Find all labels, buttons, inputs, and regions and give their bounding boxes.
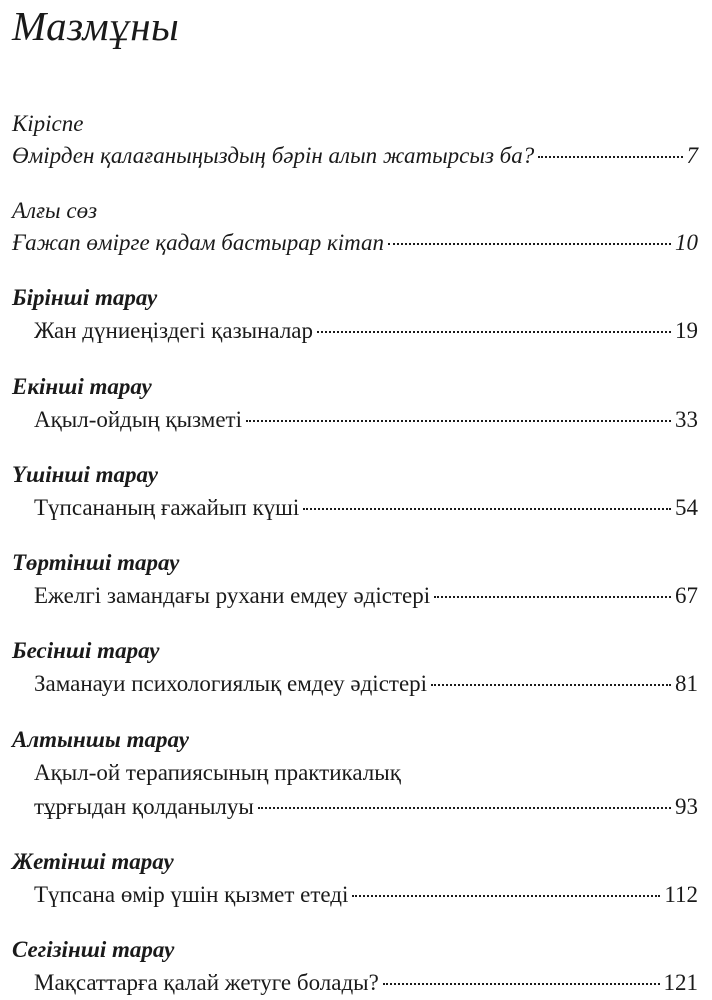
toc-page-number: 112 [664,882,698,907]
toc-entry-text: Мақсаттарға қалай жетуге болады? [34,970,379,995]
toc-page-number: 81 [675,671,698,696]
dot-leader [317,331,671,333]
dot-leader [388,243,671,245]
chapter-heading: Үшінші тарау [12,462,158,487]
toc-entry-chapter-7[interactable] [34,880,698,910]
toc-entry-text: Заманауи психологиялық емдеу әдістері [34,671,428,696]
dot-leader [434,596,671,598]
toc-entry-chapter-5[interactable] [34,669,698,699]
toc-entry-chapter-2[interactable] [34,405,698,435]
chapter-heading: Алтыншы тарау [12,727,189,752]
toc-entry-text-line1[interactable]: Ақыл-ой терапиясының практикалық [34,760,401,785]
dot-leader [431,684,671,686]
toc-entry-text: Жан дүниеңіздегі қазыналар [34,318,314,343]
toc-entry-text: Өмірден қалағаныңыздың бәрін алып жатырсыз ба? [12,143,535,168]
toc-entry-chapter-1[interactable] [34,316,698,346]
toc-entry-text: тұрғыдан қолданылуы [34,794,254,819]
toc-page-number: 93 [675,794,698,819]
toc-page-number: 121 [663,970,698,995]
toc-page-number: 10 [675,230,698,255]
toc-entry-text: Түпсананың ғажайып күші [34,495,300,520]
dot-leader [383,983,660,985]
chapter-heading: Бесінші тарау [12,638,160,663]
toc-entry-intro[interactable] [12,141,698,171]
intro-heading: Кіріспе [12,111,84,136]
toc-entry-chapter-6[interactable] [34,792,698,822]
toc-page-number: 33 [675,407,698,432]
dot-leader [258,807,671,809]
toc-entry-text: Ақыл-ойдың қызметі [34,407,242,432]
toc-entry-chapter-4[interactable] [34,581,698,611]
toc-entry-text: Түпсана өмір үшін қызмет етеді [34,882,349,907]
toc-page-number: 7 [686,143,698,168]
chapter-heading: Жетінші тарау [12,849,174,874]
chapter-heading: Төртінші тарау [12,550,180,575]
dot-leader [246,420,671,422]
toc-entry-chapter-3[interactable] [34,493,698,523]
toc-entry-foreword[interactable] [12,228,698,258]
toc-entry-chapter-8[interactable] [34,968,698,998]
toc-page-number: 54 [675,495,698,520]
dot-leader [303,508,671,510]
toc-page-number: 19 [675,318,698,343]
dot-leader [538,156,682,158]
toc-page-number: 67 [675,583,698,608]
page-title: Мазмұны [12,3,180,49]
toc-entry-text: Ғажап өмірге қадам бастырар кітап [12,230,384,255]
chapter-heading: Сегізінші тарау [12,937,175,962]
chapter-heading: Бірінші тарау [12,285,158,310]
dot-leader [352,895,660,897]
chapter-heading: Екінші тарау [12,374,152,399]
foreword-heading: Алғы сөз [12,198,98,223]
toc-entry-text: Ежелгі замандағы рухани емдеу әдістері [34,583,431,608]
